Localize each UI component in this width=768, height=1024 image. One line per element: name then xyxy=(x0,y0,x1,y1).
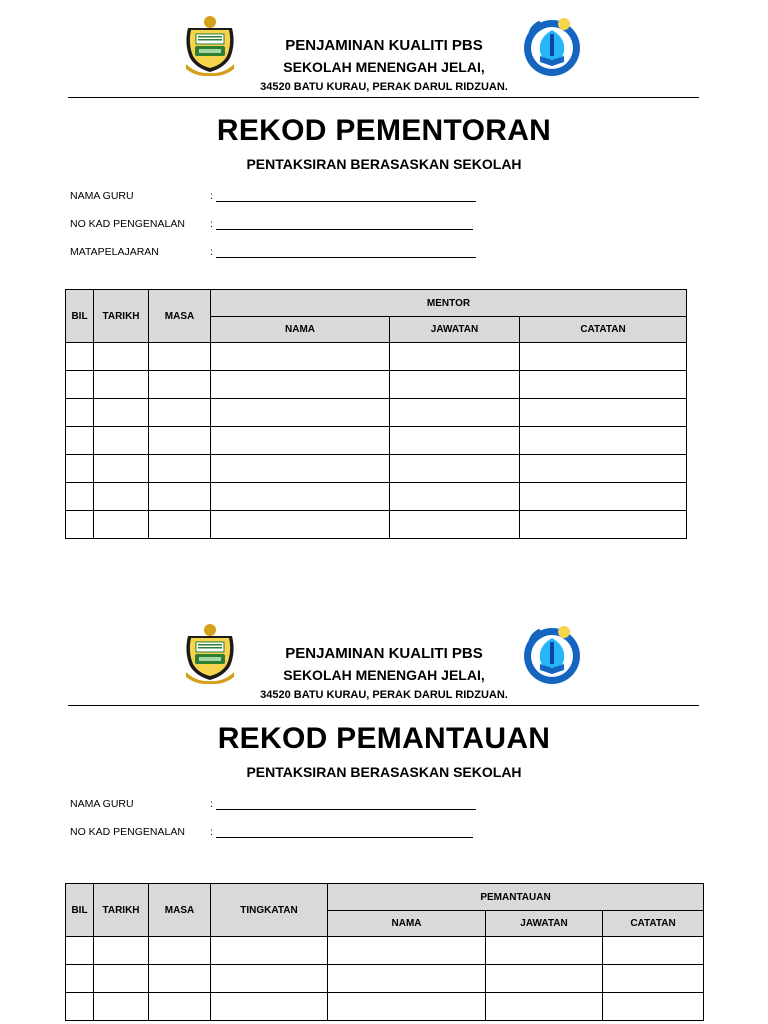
page-subtitle: PENTAKSIRAN BERASASKAN SEKOLAH xyxy=(246,764,522,780)
table-cell[interactable] xyxy=(390,343,520,371)
header-line2: SEKOLAH MENENGAH JELAI, xyxy=(283,59,485,75)
table-cell[interactable] xyxy=(149,427,211,455)
table-cell[interactable] xyxy=(390,371,520,399)
col-tarikh: TARIKH xyxy=(94,290,149,343)
table-cell[interactable] xyxy=(66,455,94,483)
table-cell[interactable] xyxy=(94,993,149,1021)
table-cell[interactable] xyxy=(520,511,687,539)
field-colon: : xyxy=(210,246,213,258)
table-cell[interactable] xyxy=(328,993,486,1021)
header-address: 34520 BATU KURAU, PERAK DARUL RIDZUAN. xyxy=(260,81,508,93)
table-cell[interactable] xyxy=(211,511,390,539)
table-cell[interactable] xyxy=(66,399,94,427)
header-line1: PENJAMINAN KUALITI PBS xyxy=(285,37,483,54)
col-catatan: CATATAN xyxy=(603,911,704,937)
field-colon: : xyxy=(210,798,213,810)
table-row xyxy=(66,965,704,993)
table-cell[interactable] xyxy=(486,993,603,1021)
table-cell[interactable] xyxy=(390,483,520,511)
table-cell[interactable] xyxy=(486,937,603,965)
col-jawatan: JAWATAN xyxy=(486,911,603,937)
table-cell[interactable] xyxy=(603,937,704,965)
table-cell[interactable] xyxy=(211,427,390,455)
table-cell[interactable] xyxy=(94,343,149,371)
col-bil: BIL xyxy=(66,884,94,937)
page-title: REKOD PEMENTORAN xyxy=(216,114,552,147)
col-masa: MASA xyxy=(149,290,211,343)
table-row xyxy=(66,511,687,539)
table-cell[interactable] xyxy=(149,511,211,539)
field-colon: : xyxy=(210,190,213,202)
table-cell[interactable] xyxy=(211,455,390,483)
mentor-table-body xyxy=(66,343,687,539)
field-colon: : xyxy=(210,218,213,230)
table-cell[interactable] xyxy=(520,343,687,371)
col-tingkatan: TINGKATAN xyxy=(211,884,328,937)
table-cell[interactable] xyxy=(149,483,211,511)
table-cell[interactable] xyxy=(390,427,520,455)
table-cell[interactable] xyxy=(94,483,149,511)
table-cell[interactable] xyxy=(211,937,328,965)
col-nama: NAMA xyxy=(328,911,486,937)
field-label-matapelajaran: MATAPELAJARAN xyxy=(70,246,159,258)
page-title: REKOD PEMANTAUAN xyxy=(217,722,551,755)
no-kad-input-line[interactable] xyxy=(216,837,473,838)
table-cell[interactable] xyxy=(211,993,328,1021)
page-subtitle: PENTAKSIRAN BERASASKAN SEKOLAH xyxy=(246,156,522,172)
table-cell[interactable] xyxy=(66,343,94,371)
col-bil: BIL xyxy=(66,290,94,343)
table-cell[interactable] xyxy=(211,483,390,511)
table-cell[interactable] xyxy=(94,511,149,539)
table-cell[interactable] xyxy=(94,937,149,965)
matapelajaran-input-line[interactable] xyxy=(216,257,476,258)
table-cell[interactable] xyxy=(66,511,94,539)
table-cell[interactable] xyxy=(66,965,94,993)
table-cell[interactable] xyxy=(211,343,390,371)
table-cell[interactable] xyxy=(94,399,149,427)
field-label-nama-guru: NAMA GURU xyxy=(70,190,134,202)
table-cell[interactable] xyxy=(94,427,149,455)
col-catatan: CATATAN xyxy=(520,317,687,343)
monitoring-record-section xyxy=(0,608,768,1024)
col-tarikh: TARIKH xyxy=(94,884,149,937)
table-row xyxy=(66,399,687,427)
table-cell[interactable] xyxy=(520,371,687,399)
field-colon: : xyxy=(210,826,213,838)
table-row xyxy=(66,343,687,371)
table-cell[interactable] xyxy=(520,483,687,511)
mentor-record-table xyxy=(65,289,687,539)
field-label-no-kad: NO KAD PENGENALAN xyxy=(70,826,185,838)
table-cell[interactable] xyxy=(520,427,687,455)
table-cell[interactable] xyxy=(66,427,94,455)
table-cell[interactable] xyxy=(149,399,211,427)
table-cell[interactable] xyxy=(520,455,687,483)
field-label-nama-guru: NAMA GURU xyxy=(70,798,134,810)
table-cell[interactable] xyxy=(486,965,603,993)
table-row xyxy=(66,483,687,511)
table-row xyxy=(66,371,687,399)
table-cell[interactable] xyxy=(211,371,390,399)
table-cell[interactable] xyxy=(94,371,149,399)
table-row xyxy=(66,937,704,965)
field-label-no-kad: NO KAD PENGENALAN xyxy=(70,218,185,230)
monitoring-table-body xyxy=(66,937,704,1021)
header-address: 34520 BATU KURAU, PERAK DARUL RIDZUAN. xyxy=(260,689,508,701)
table-cell[interactable] xyxy=(66,483,94,511)
table-cell[interactable] xyxy=(66,371,94,399)
table-cell[interactable] xyxy=(66,993,94,1021)
col-group-mentor: MENTOR xyxy=(211,290,687,317)
col-group-pemantauan: PEMANTAUAN xyxy=(328,884,704,911)
table-cell[interactable] xyxy=(149,371,211,399)
table-cell[interactable] xyxy=(211,965,328,993)
header-divider xyxy=(68,97,699,98)
table-cell[interactable] xyxy=(149,993,211,1021)
nama-guru-input-line[interactable] xyxy=(216,809,476,810)
header-line1: PENJAMINAN KUALITI PBS xyxy=(285,645,483,662)
table-cell[interactable] xyxy=(149,455,211,483)
header-line2: SEKOLAH MENENGAH JELAI, xyxy=(283,667,485,683)
col-masa: MASA xyxy=(149,884,211,937)
table-cell[interactable] xyxy=(149,343,211,371)
table-cell[interactable] xyxy=(94,965,149,993)
table-cell[interactable] xyxy=(149,965,211,993)
table-cell[interactable] xyxy=(603,965,704,993)
table-row xyxy=(66,455,687,483)
table-cell[interactable] xyxy=(149,937,211,965)
table-cell[interactable] xyxy=(328,937,486,965)
nama-guru-input-line[interactable] xyxy=(216,201,476,202)
table-row xyxy=(66,993,704,1021)
col-nama: NAMA xyxy=(211,317,390,343)
table-row xyxy=(66,427,687,455)
monitoring-record-table xyxy=(65,883,704,1021)
ppd-district-logo-icon xyxy=(520,622,584,686)
table-cell[interactable] xyxy=(390,399,520,427)
no-kad-input-line[interactable] xyxy=(216,229,473,230)
table-cell[interactable] xyxy=(66,937,94,965)
ppd-district-logo-icon xyxy=(520,14,584,78)
col-jawatan: JAWATAN xyxy=(390,317,520,343)
header-divider xyxy=(68,705,699,706)
table-cell[interactable] xyxy=(603,993,704,1021)
table-cell[interactable] xyxy=(390,455,520,483)
table-cell[interactable] xyxy=(94,455,149,483)
table-cell[interactable] xyxy=(520,399,687,427)
table-cell[interactable] xyxy=(211,399,390,427)
table-cell[interactable] xyxy=(390,511,520,539)
table-cell[interactable] xyxy=(328,965,486,993)
